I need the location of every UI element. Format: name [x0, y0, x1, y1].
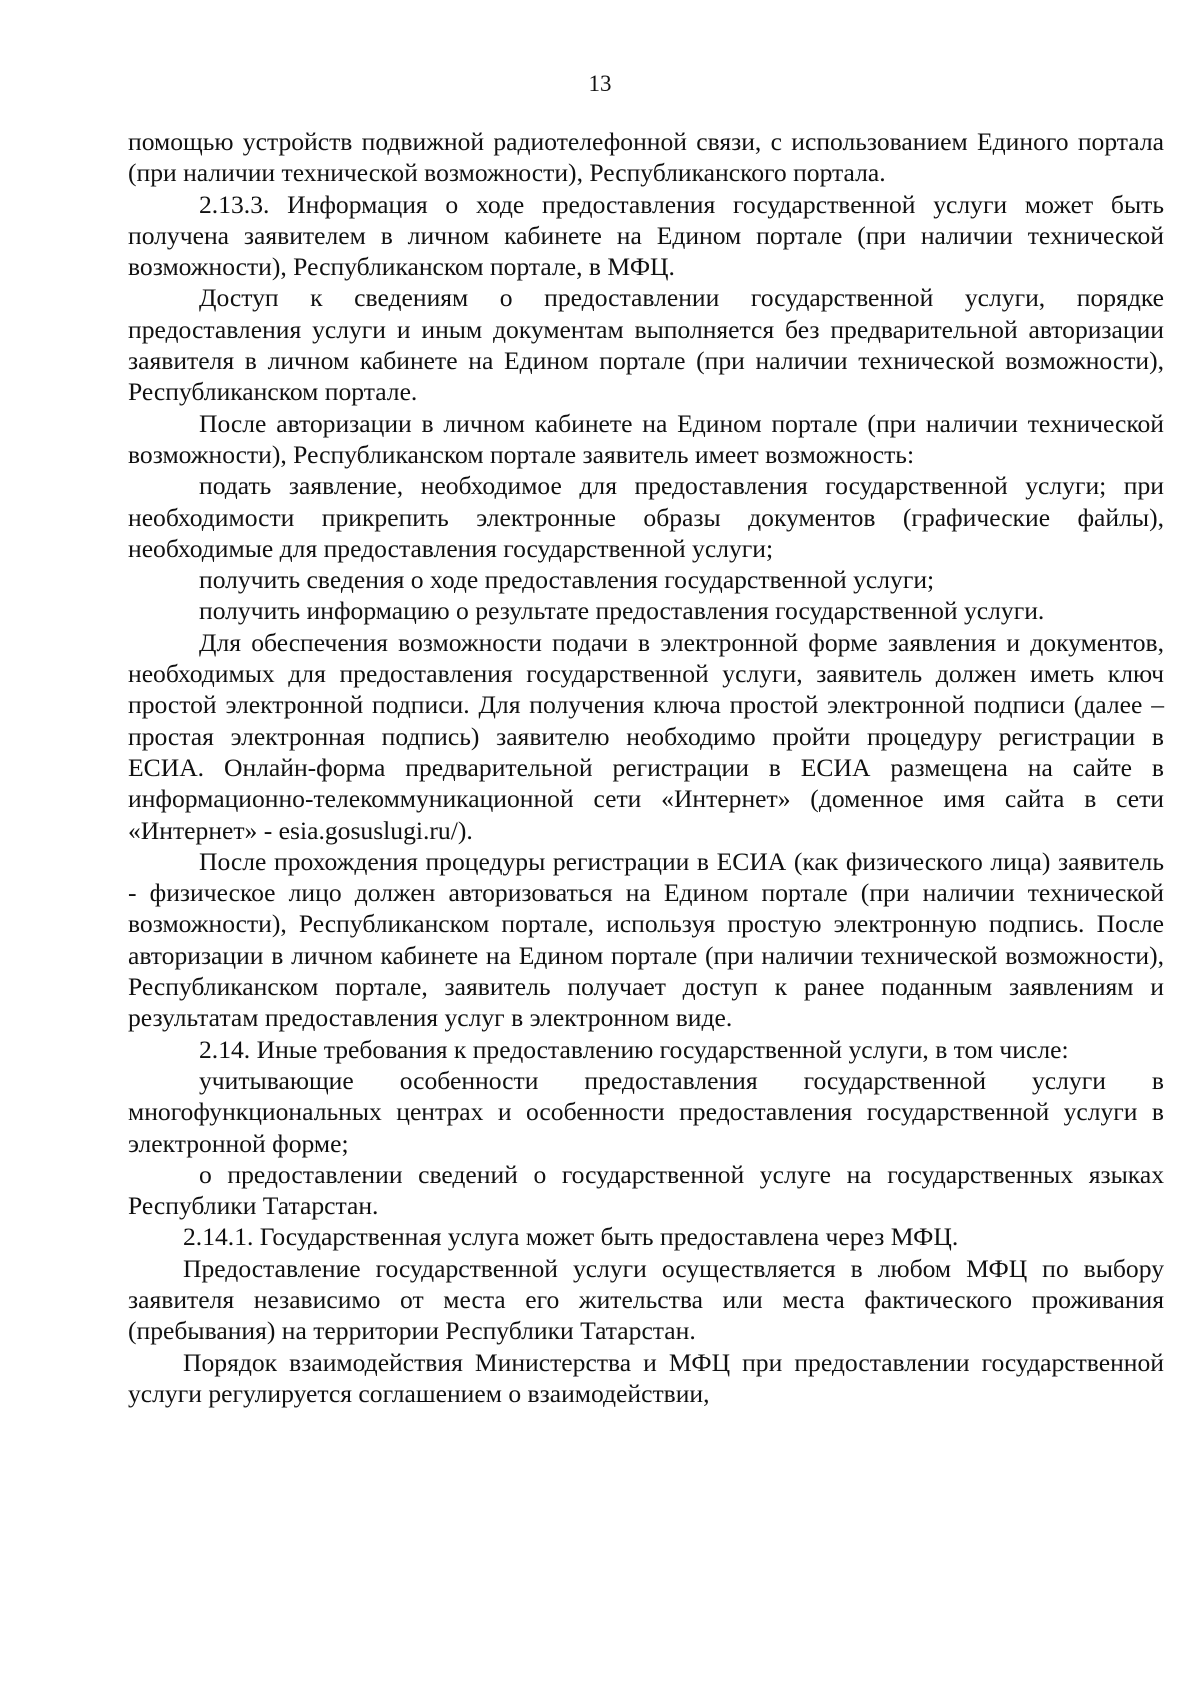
paragraph-2: 2.13.3. Информация о ходе предоставления государственной услуги может быть получена заявителем в личном кабинете на Едином портале (при наличии технической возможности), Республиканском портале, в МФЦ. — [128, 189, 1164, 282]
paragraph-10: 2.14. Иные требования к предоставлению государственной услуги, в том числе: — [199, 1034, 1069, 1064]
page-number: 13 — [588, 71, 612, 96]
paragraph-6: получить сведения о ходе предоставления государственной услуги; — [199, 565, 935, 595]
paragraph-14: Предоставление государственной услуги осуществляется в любом МФЦ по выбору заявителя независимо от места его жительства или места фактического проживания (пребывания) на территории Республики Татарстан. — [128, 1253, 1164, 1346]
paragraph-8: Для обеспечения возможности подачи в электронной форме заявления и документов, необходимых для предоставления государственной услуги, заявитель должен иметь ключ простой электронной подписи. Для получения ключа простой электронной подписи (далее – простая электронная подпись) заявителю необходимо пройти процедуру регистрации в ЕСИА. Онлайн-форма предварительной регистрации в ЕСИА размещена на сайте в информационно-телекоммуникационной сети «Интернет» (доменное имя сайта в сети «Интернет» - esia.gosuslugi.ru/). — [128, 627, 1164, 845]
document-body — [128, 126, 1164, 1409]
paragraph-7: получить информацию о результате предоставления государственной услуги. — [199, 596, 1045, 626]
paragraph-4: После авторизации в личном кабинете на Едином портале (при наличии технической возможности), Республиканском портале заявитель имеет возможность: — [128, 408, 1164, 469]
paragraph-15: Порядок взаимодействия Министерства и МФЦ при предоставлении государственной услуги регулируется соглашением о взаимодействии, — [128, 1347, 1164, 1408]
paragraph-3: Доступ к сведениям о предоставлении государственной услуги, порядке предоставления услуги и иным документам выполняется без предварительной авторизации заявителя в личном кабинете на Едином портале (при наличии технической возможности), Республиканском портале. — [128, 283, 1164, 407]
paragraph-9: После прохождения процедуры регистрации в ЕСИА (как физического лица) заявитель - физическое лицо должен авторизоваться на Едином портале (при наличии технической возможности), Республиканском портале, используя простую электронную подпись. После авторизации в личном кабинете на Едином портале (при наличии технической возможности), Республиканском портале, заявитель получает доступ к ранее поданным заявлениям и результатам предоставления услуг в электронном виде. — [128, 846, 1164, 1033]
paragraph-11: учитывающие особенности предоставления государственной услуги в многофункциональных центрах и особенности предоставления государственной услуги в электронной форме; — [128, 1065, 1164, 1158]
paragraph-13: 2.14.1. Государственная услуга может быть предоставлена через МФЦ. — [183, 1222, 959, 1252]
paragraph-1: помощью устройств подвижной радиотелефонной связи, с использованием Единого портала (при наличии технической возможности), Республиканского портала. — [128, 127, 1164, 188]
paragraph-12: о предоставлении сведений о государственной услуге на государственных языках Республики Татарстан. — [128, 1159, 1164, 1221]
paragraph-5: подать заявление, необходимое для предоставления государственной услуги; при необходимости прикрепить электронные образы документов (графические файлы), необходимые для предоставления государственной услуги; — [128, 471, 1164, 563]
